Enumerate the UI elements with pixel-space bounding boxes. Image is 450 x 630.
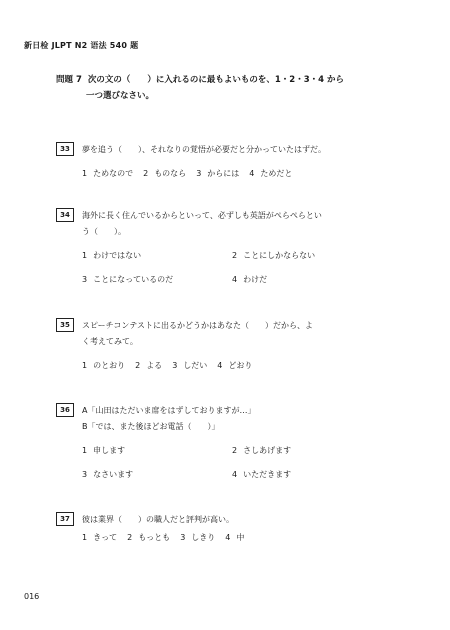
options [82, 530, 416, 546]
question-text-line: く考えてみて。 [82, 337, 138, 346]
question-number: 33 [56, 142, 74, 156]
option-3[interactable]: 3 しだい [172, 361, 208, 370]
question-number: 34 [56, 208, 74, 222]
question-text-line: A「山田はただいま席をはずしておりますが…」 [82, 406, 256, 415]
question-37 [56, 512, 416, 546]
option-3[interactable]: 3 なさいます [82, 470, 134, 479]
page-number: 016 [24, 592, 40, 601]
options [82, 443, 416, 483]
instruction-number: 問題 7 [56, 75, 82, 85]
question-text-line: 夢を追う（ ）、それなりの覚悟が必要だと分かっていたはずだ。 [82, 145, 326, 154]
options [82, 248, 416, 288]
page-header: 新日检 JLPT N2 语法 540 题 [24, 41, 139, 50]
option-3[interactable]: 3 からには [196, 169, 240, 178]
option-2[interactable]: 2 もっとも [127, 533, 171, 542]
question-36 [56, 403, 416, 483]
instruction-line-2: 一つ選びなさい。 [86, 91, 155, 101]
option-2[interactable]: 2 ものなら [143, 169, 187, 178]
option-1[interactable]: 1 申します [82, 446, 126, 455]
option-4[interactable]: 4 いただきます [232, 470, 292, 479]
question-33 [56, 142, 416, 182]
option-4[interactable]: 4 ためだと [249, 169, 293, 178]
option-2[interactable]: 2 よる [135, 361, 163, 370]
question-text [82, 512, 416, 528]
question-35 [56, 318, 416, 374]
option-1[interactable]: 1 きって [82, 533, 118, 542]
option-1[interactable]: 1 わけではない [82, 251, 142, 260]
question-text-line: 彼は業界（ ）の職人だと評判が高い。 [82, 515, 234, 524]
instruction-line-1: 次の文の（ ）に入れるのに最もよいものを、1・2・3・4 から [87, 75, 344, 85]
question-text [82, 208, 416, 240]
question-text-line: スピーチコンテストに出るかどうかはあなた（ ）だから、よ [82, 321, 314, 330]
question-text [82, 403, 416, 435]
question-text-line: 海外に長く住んでいるからといって、必ずしも英語がぺらぺらとい [82, 211, 322, 220]
options [82, 166, 416, 182]
options [82, 358, 416, 374]
question-number: 35 [56, 318, 74, 332]
question-text-line: う（ ）。 [82, 227, 126, 236]
question-number: 36 [56, 403, 74, 417]
option-2[interactable]: 2 ことにしかならない [232, 251, 316, 260]
question-text [82, 142, 416, 158]
option-4[interactable]: 4 どおり [217, 361, 253, 370]
option-3[interactable]: 3 しきり [180, 533, 216, 542]
option-2[interactable]: 2 さしあげます [232, 446, 292, 455]
question-text [82, 318, 416, 350]
option-3[interactable]: 3 ことになっているのだ [82, 275, 174, 284]
question-number: 37 [56, 512, 74, 526]
option-1[interactable]: 1 のとおり [82, 361, 126, 370]
option-4[interactable]: 4 中 [225, 533, 245, 542]
option-1[interactable]: 1 ためなので [82, 169, 134, 178]
question-text-line: B「では、また後ほどお電話（ ）」 [82, 422, 220, 431]
instruction [56, 72, 406, 104]
option-4[interactable]: 4 わけだ [232, 275, 268, 284]
question-34 [56, 208, 416, 288]
